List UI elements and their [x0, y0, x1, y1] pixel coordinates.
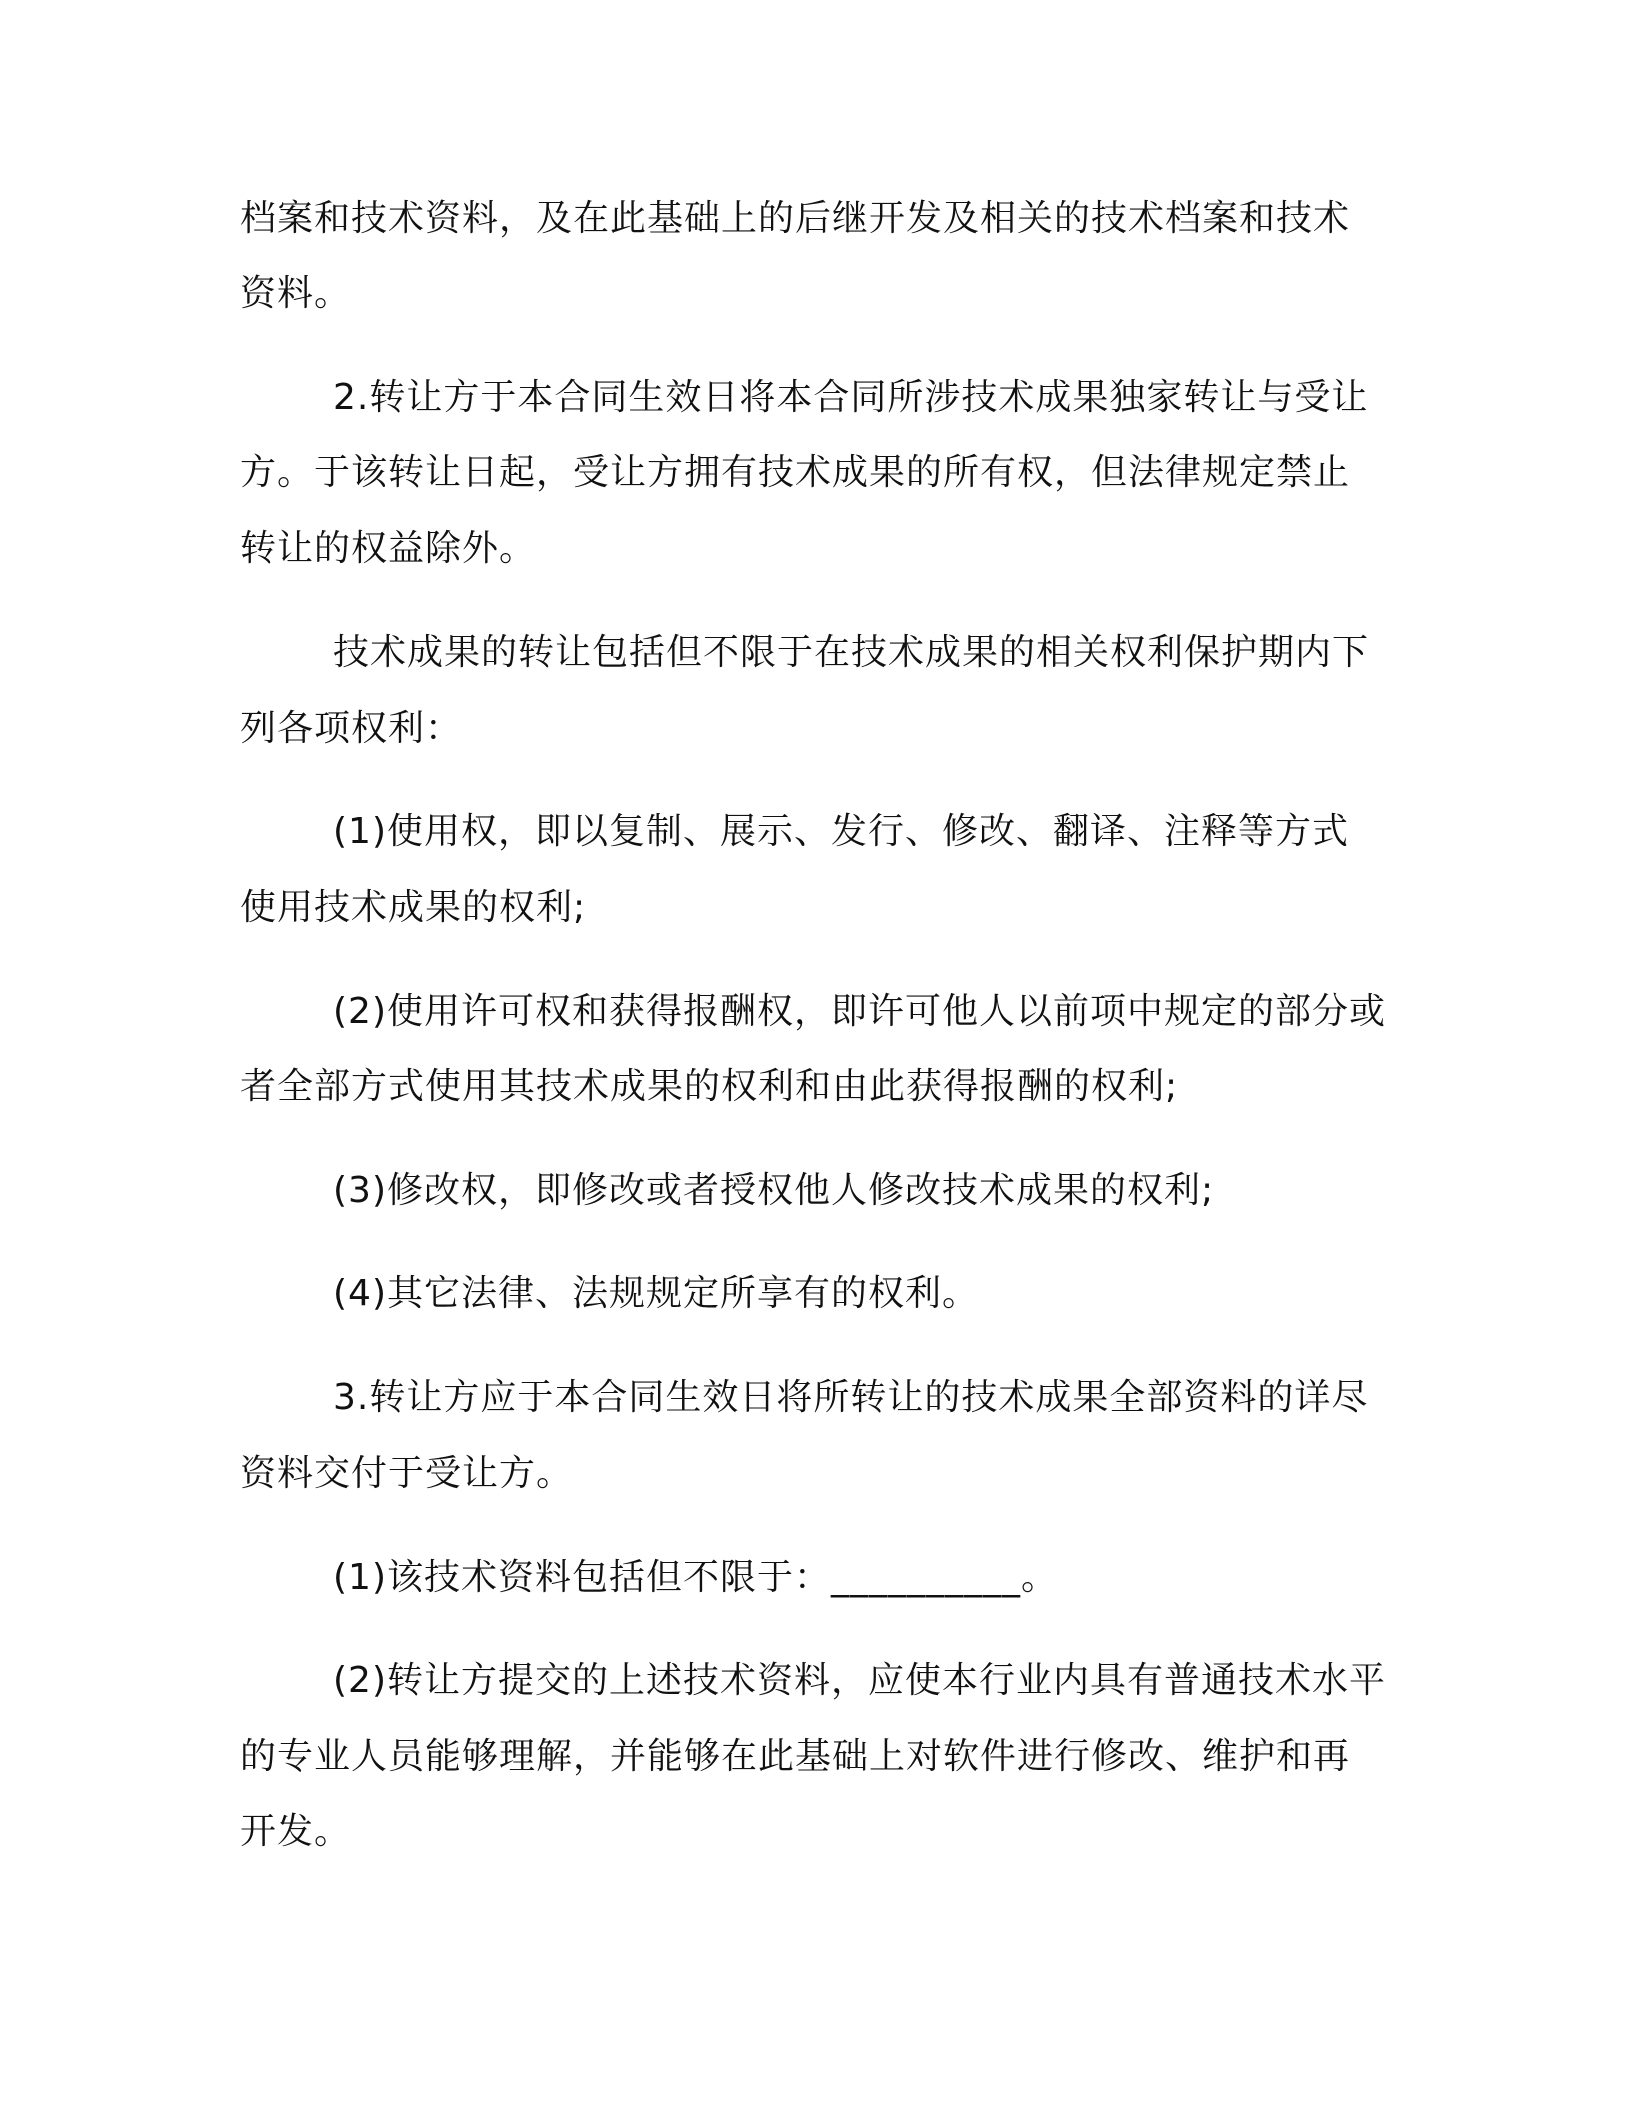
text-line: 资料交付于受让方。	[240, 1453, 574, 1494]
text-line: 开发。	[240, 1811, 352, 1852]
text-line: (2)转让方提交的上述技术资料，应使本行业内具有普通技术水平	[333, 1660, 1386, 1701]
text-line: (2)使用许可权和获得报酬权，即许可他人以前项中规定的部分或	[333, 991, 1386, 1032]
text-line: 档案和技术资料，及在此基础上的后继开发及相关的技术档案和技术	[240, 198, 1351, 239]
text-line: 资料。	[240, 273, 352, 314]
text-line: 列各项权利：	[240, 708, 463, 749]
text-line: 技术成果的转让包括但不限于在技术成果的相关权利保护期内下	[333, 632, 1370, 673]
text-line: 使用技术成果的权利;	[240, 887, 587, 928]
text-line: 的专业人员能够理解，并能够在此基础上对软件进行修改、维护和再	[240, 1736, 1351, 1777]
text-line: (4)其它法律、法规规定所享有的权利。	[333, 1273, 979, 1314]
text-line: (1)使用权，即以复制、展示、发行、修改、翻译、注释等方式	[333, 811, 1349, 852]
text-line: (3)修改权，即修改或者授权他人修改技术成果的权利;	[333, 1170, 1215, 1211]
text-line: 方。于该转让日起，受让方拥有技术成果的所有权，但法律规定禁止	[240, 452, 1351, 493]
text-line: 者全部方式使用其技术成果的权利和由此获得报酬的权利;	[240, 1066, 1179, 1107]
text-line: (1)该技术资料包括但不限于：__________。	[333, 1557, 1058, 1598]
text-line: 2.转让方于本合同生效日将本合同所涉技术成果独家转让与受让	[333, 377, 1369, 418]
text-line: 转让的权益除外。	[240, 528, 537, 569]
text-line: 3.转让方应于本合同生效日将所转让的技术成果全部资料的详尽	[333, 1377, 1369, 1418]
